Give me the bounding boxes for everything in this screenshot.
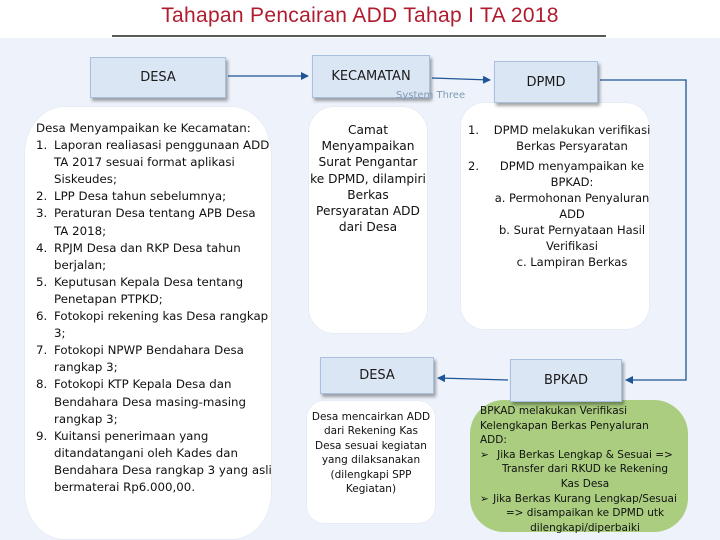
- item-text: Kuitansi penerimaan yang ditandatangani oleh Kades dan Bendahara Desa rangkap 3 yang asli bermaterai Rp6.000,00.: [54, 428, 272, 494]
- list-item: [36, 428, 272, 496]
- item-text: LPP Desa tahun sebelumnya;: [54, 189, 227, 204]
- list-item: [36, 188, 272, 205]
- dpmd-header: DPMD: [494, 61, 598, 103]
- item-text: DPMD menyampaikan ke BPKAD:: [499, 159, 645, 189]
- item-number: 1.: [36, 138, 48, 153]
- item-number: 1.: [468, 123, 479, 137]
- item-text: Fotokopi KTP Kepala Desa dan Bendahara Desa masing-masing rangkap 3;: [54, 377, 247, 426]
- bpkad-header: BPKAD: [510, 359, 622, 402]
- system-label: System Three: [396, 90, 466, 101]
- list-item: [466, 158, 652, 190]
- item-number: 8.: [36, 377, 48, 392]
- arrow-kecamatan-to-dpmd: [432, 78, 490, 80]
- item-number: 2.: [36, 189, 48, 204]
- arrow-bpkad-to-desa: [438, 378, 508, 380]
- desa-bottom-header: DESA: [320, 357, 434, 394]
- item-text: Fotokopi NPWP Bendahara Desa rangkap 3;: [54, 343, 244, 375]
- item-text: Keputusan Kepala Desa tentang Penetapan PTPKD;: [54, 274, 244, 306]
- item-number: 5.: [36, 274, 48, 289]
- list-item: [36, 240, 272, 274]
- bpkad-item-text: Jika Berkas Kurang Lengkap/Sesuai => disampaikan ke DPMD utk dilengkapi/diperbaiki: [493, 492, 677, 534]
- desa-list-intro: Desa Menyampaikan ke Kecamatan:: [36, 121, 251, 135]
- arrow-bullet-icon: ➢: [480, 492, 489, 505]
- subitem-text: c. Lampiran Berkas: [516, 255, 628, 269]
- page-title: Tahapan Pencairan ADD Tahap I TA 2018: [161, 4, 559, 27]
- desa-requirements-list: [36, 120, 272, 496]
- list-item: [36, 205, 272, 239]
- list-item: [36, 376, 272, 427]
- list-item: [36, 137, 272, 188]
- item-number: 4.: [36, 240, 48, 255]
- item-text: Laporan realiasasi penggunaan ADD TA 2017 sesuai format aplikasi Siskeudes;: [54, 138, 270, 187]
- item-number: 3.: [36, 206, 48, 221]
- item-number: 7.: [36, 343, 48, 358]
- bpkad-intro: BPKAD melakukan Verifikasi Kelengkapan Berkas Penyaluran ADD:: [480, 405, 649, 447]
- item-number: 6.: [36, 309, 48, 324]
- arrow-bullet-icon: ➢: [480, 448, 489, 461]
- item-number: 9.: [36, 428, 48, 443]
- list-item: [466, 122, 652, 154]
- desa-header: DESA: [90, 57, 226, 98]
- list-item: [36, 342, 272, 376]
- camat-description: Camat Menyampaikan Surat Pengantar ke DPMD, dilampiri Berkas Persyaratan ADD dari Desa: [310, 123, 426, 235]
- subitem-text: a. Permohonan Penyaluran ADD: [494, 191, 650, 221]
- subitem-text: b. Surat Pernyataan Hasil Verifikasi: [498, 223, 646, 253]
- list-item: [36, 274, 272, 308]
- kecamatan-header: KECAMATAN: [312, 55, 430, 98]
- item-text: Fotokopi rekening kas Desa rangkap 3;: [54, 309, 269, 341]
- item-number: 2.: [468, 159, 479, 173]
- item-text: DPMD melakukan verifikasi Berkas Persyaratan: [493, 123, 651, 153]
- desa-disbursement-description: Desa mencairkan ADD dari Rekening Kas Desa sesuai kegiatan yang dilaksanakan (dilengkapi SPP Kegiatan): [311, 411, 431, 496]
- item-text: RPJM Desa dan RKP Desa tahun berjalan;: [54, 240, 241, 272]
- bpkad-item-text: Jika Berkas Lengkap & Sesuai => Transfer dari RKUD ke Rekening Kas Desa: [497, 448, 673, 490]
- list-item: [36, 308, 272, 342]
- dpmd-subitems: [466, 190, 652, 270]
- item-text: Peraturan Desa tentang APB Desa TA 2018;: [54, 206, 256, 238]
- dpmd-process-list: [466, 122, 652, 270]
